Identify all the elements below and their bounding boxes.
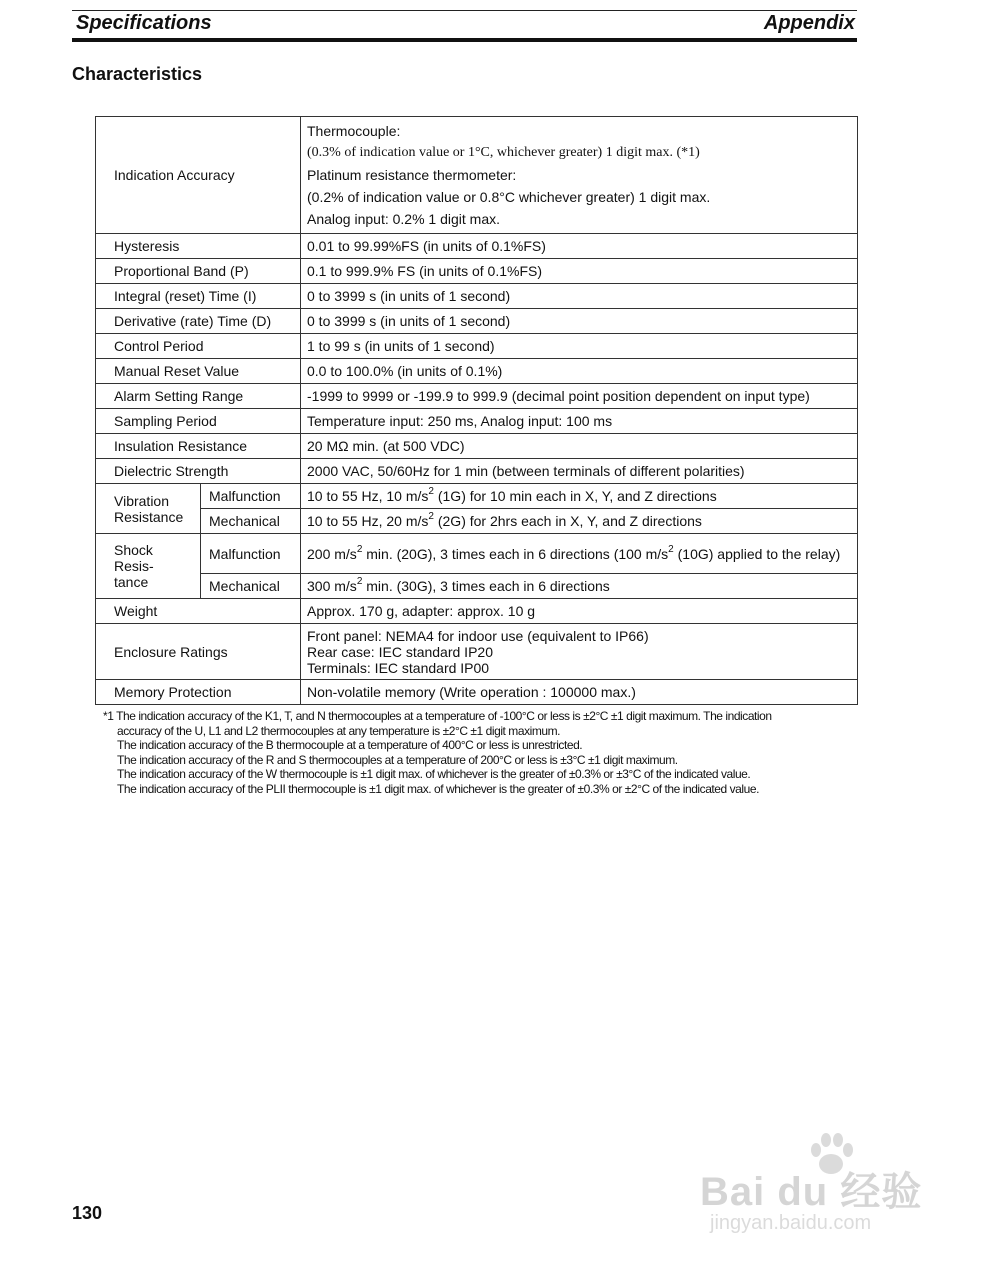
table-row bbox=[96, 459, 858, 484]
value-text: 300 m/s bbox=[307, 578, 357, 594]
shock-label-line: Shock Resis- bbox=[114, 542, 154, 574]
value-text: (10G) applied to the relay) bbox=[673, 545, 841, 562]
value-text: 10 to 55 Hz, 20 m/s bbox=[307, 513, 429, 529]
page-number: 130 bbox=[72, 1203, 103, 1223]
row-label: Dielectric Strength bbox=[96, 459, 301, 484]
row-value: 1 to 99 s (in units of 1 second) bbox=[301, 334, 858, 359]
row-value: 20 MΩ min. (at 500 VDC) bbox=[301, 434, 858, 459]
section-title: Characteristics bbox=[72, 64, 203, 84]
row-label: Integral (reset) Time (I) bbox=[96, 284, 301, 309]
vibration-label bbox=[96, 484, 201, 534]
superscript: 2 bbox=[668, 543, 674, 555]
row-label: Insulation Resistance bbox=[96, 434, 301, 459]
footnote bbox=[103, 709, 863, 796]
row-value: 0.01 to 99.99%FS (in units of 0.1%FS) bbox=[301, 234, 858, 259]
vibration-label-line: Resistance bbox=[114, 508, 184, 525]
table-row bbox=[96, 484, 858, 509]
row-value: 0 to 3999 s (in units of 1 second) bbox=[301, 284, 858, 309]
table-row bbox=[96, 599, 858, 624]
superscript: 2 bbox=[356, 543, 363, 555]
table-row bbox=[96, 334, 858, 359]
footnote-line: The indication accuracy of the PLII thermocouple is ±1 digit max. of whichever is the greater of ±0.3% or ±2°C of the indicated value. bbox=[117, 781, 759, 796]
row-value: 0.0 to 100.0% (in units of 0.1%) bbox=[301, 359, 858, 384]
row-value bbox=[301, 484, 858, 509]
watermark-logo-text: Bai du 经验 bbox=[700, 1170, 923, 1214]
table-row bbox=[96, 434, 858, 459]
accuracy-line: (0.3% of indication value or 1°C, whichever greater) 1 digit max. (*1) bbox=[307, 145, 700, 160]
table-row bbox=[96, 384, 858, 409]
row-value: -1999 to 9999 or -199.9 to 999.9 (decimal point position dependent on input type) bbox=[301, 384, 858, 409]
table-row bbox=[96, 284, 858, 309]
row-label: Hysteresis bbox=[96, 234, 301, 259]
table-row bbox=[96, 359, 858, 384]
row-label: Manual Reset Value bbox=[96, 359, 301, 384]
row-value: Approx. 170 g, adapter: approx. 10 g bbox=[301, 599, 858, 624]
table-row bbox=[96, 234, 858, 259]
baidu-watermark bbox=[700, 1130, 940, 1240]
row-value bbox=[301, 534, 858, 574]
row-label: Indication Accuracy bbox=[96, 117, 301, 234]
vibration-label-line: Vibration bbox=[114, 492, 170, 509]
value-text: 200 m/s bbox=[307, 545, 357, 562]
header-chapter-name: Appendix bbox=[763, 12, 855, 34]
header-rule-thick bbox=[72, 38, 857, 42]
enclosure-line: Terminals: IEC standard IP00 bbox=[307, 659, 490, 676]
accuracy-line: Platinum resistance thermometer: bbox=[307, 167, 517, 183]
row-value: Non-volatile memory (Write operation : 100000 max.) bbox=[301, 680, 858, 705]
footnote-line: The indication accuracy of the W thermocouple is ±1 digit max. of whichever is the greater of ±0.3% or ±3°C of the indicated value. bbox=[117, 767, 751, 781]
row-value: Temperature input: 250 ms, Analog input: 100 ms bbox=[301, 409, 858, 434]
accuracy-line: Thermocouple: bbox=[307, 123, 401, 139]
page-header bbox=[72, 10, 857, 42]
sub-label: Mechanical bbox=[201, 509, 301, 534]
table-row bbox=[96, 624, 858, 680]
enclosure-line: Front panel: NEMA4 for indoor use (equivalent to IP66) bbox=[307, 627, 649, 644]
accuracy-line: Analog input: 0.2% 1 digit max. bbox=[307, 211, 501, 227]
value-text: (2G) for 2hrs each in X, Y, and Z directions bbox=[433, 513, 702, 529]
characteristics-table bbox=[95, 116, 858, 705]
table-row bbox=[96, 117, 858, 234]
footnote-line: accuracy of the U, L1 and L2 thermocouples at any temperature is ±2°C ±1 digit maximum. bbox=[117, 723, 561, 738]
header-rule-thin bbox=[72, 10, 857, 11]
value-text: min. (30G), 3 times each in 6 directions bbox=[362, 578, 610, 594]
superscript: 2 bbox=[428, 486, 434, 498]
row-value: 0.1 to 999.9% FS (in units of 0.1%FS) bbox=[301, 259, 858, 284]
table-row bbox=[96, 309, 858, 334]
table-row bbox=[96, 680, 858, 705]
row-value bbox=[301, 509, 858, 534]
row-value bbox=[301, 574, 858, 599]
value-text: min. (20G), 3 times each in 6 directions (100 m/s bbox=[362, 545, 669, 562]
table-row bbox=[96, 574, 858, 599]
footnote-line: *1 The indication accuracy of the K1, T, and N thermocouples at a temperature of -100°C or less is ±2°C ±1 digit maximum. The indication bbox=[103, 709, 772, 723]
row-label: Enclosure Ratings bbox=[96, 624, 301, 680]
table-row bbox=[96, 409, 858, 434]
table-row bbox=[96, 534, 858, 574]
accuracy-line: (0.2% of indication value or 0.8°C whichever greater) 1 digit max. bbox=[307, 189, 711, 205]
row-label: Control Period bbox=[96, 334, 301, 359]
row-label: Weight bbox=[96, 599, 301, 624]
footnote-line: The indication accuracy of the R and S thermocouples at a temperature of 200°C or less is ±3°C ±1 digit maximum. bbox=[117, 752, 678, 767]
watermark-url: jingyan.baidu.com bbox=[710, 1212, 872, 1234]
enclosure-line: Rear case: IEC standard IP20 bbox=[307, 643, 493, 660]
enclosure-value bbox=[301, 624, 858, 680]
row-value: 2000 VAC, 50/60Hz for 1 min (between terminals of different polarities) bbox=[301, 459, 858, 484]
table-row bbox=[96, 509, 858, 534]
row-label: Alarm Setting Range bbox=[96, 384, 301, 409]
row-label: Proportional Band (P) bbox=[96, 259, 301, 284]
sub-label: Malfunction bbox=[201, 534, 301, 574]
indication-accuracy-value bbox=[301, 117, 858, 234]
footnote-line: The indication accuracy of the B thermocouple at a temperature of 400°C or less is unrestricted. bbox=[117, 738, 583, 752]
table-row bbox=[96, 259, 858, 284]
row-label: Derivative (rate) Time (D) bbox=[96, 309, 301, 334]
superscript: 2 bbox=[428, 511, 434, 523]
sub-label: Mechanical bbox=[201, 574, 301, 599]
row-label: Memory Protection bbox=[96, 680, 301, 705]
sub-label: Malfunction bbox=[201, 484, 301, 509]
value-text: (1G) for 10 min each in X, Y, and Z directions bbox=[433, 488, 717, 504]
shock-label-line: tance bbox=[114, 574, 149, 590]
row-value: 0 to 3999 s (in units of 1 second) bbox=[301, 309, 858, 334]
header-section-name: Specifications bbox=[76, 12, 212, 34]
superscript: 2 bbox=[356, 576, 363, 588]
value-text: 10 to 55 Hz, 10 m/s bbox=[307, 488, 429, 504]
shock-label bbox=[96, 534, 201, 599]
row-label: Sampling Period bbox=[96, 409, 301, 434]
